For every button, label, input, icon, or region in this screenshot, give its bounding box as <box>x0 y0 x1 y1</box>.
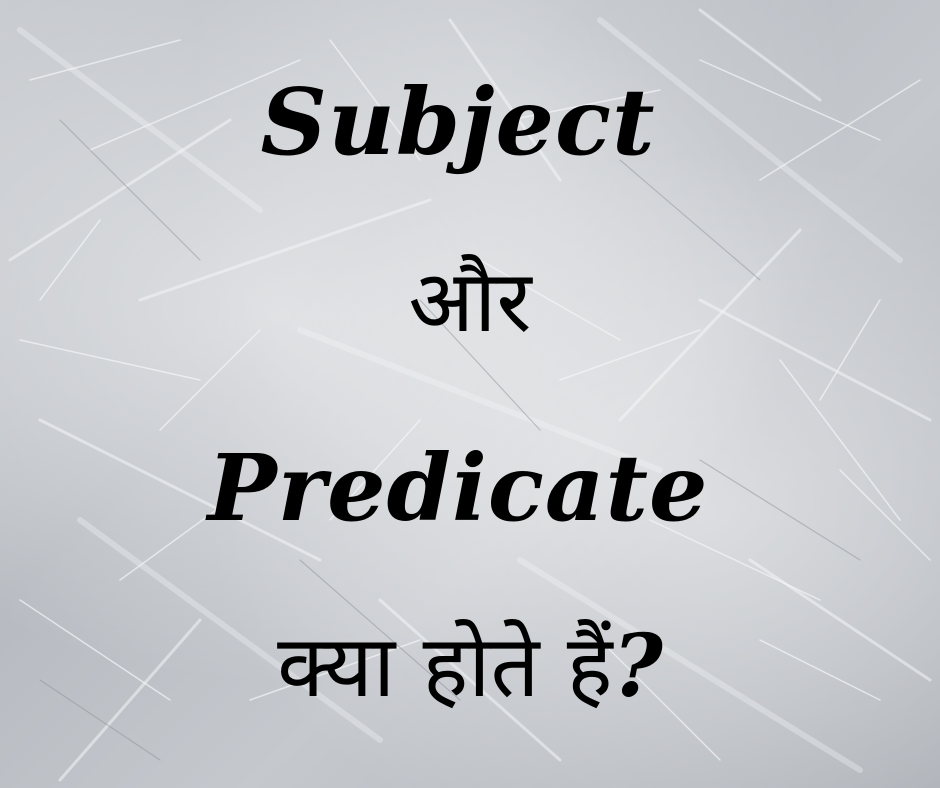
title-question <box>0 612 940 722</box>
title-predicate: Predicate <box>207 434 709 542</box>
question-mark: ? <box>612 616 663 717</box>
title-subject: Subject <box>260 68 656 176</box>
title-aur: और <box>408 252 532 352</box>
question-text: क्या होते हैं <box>277 617 613 717</box>
